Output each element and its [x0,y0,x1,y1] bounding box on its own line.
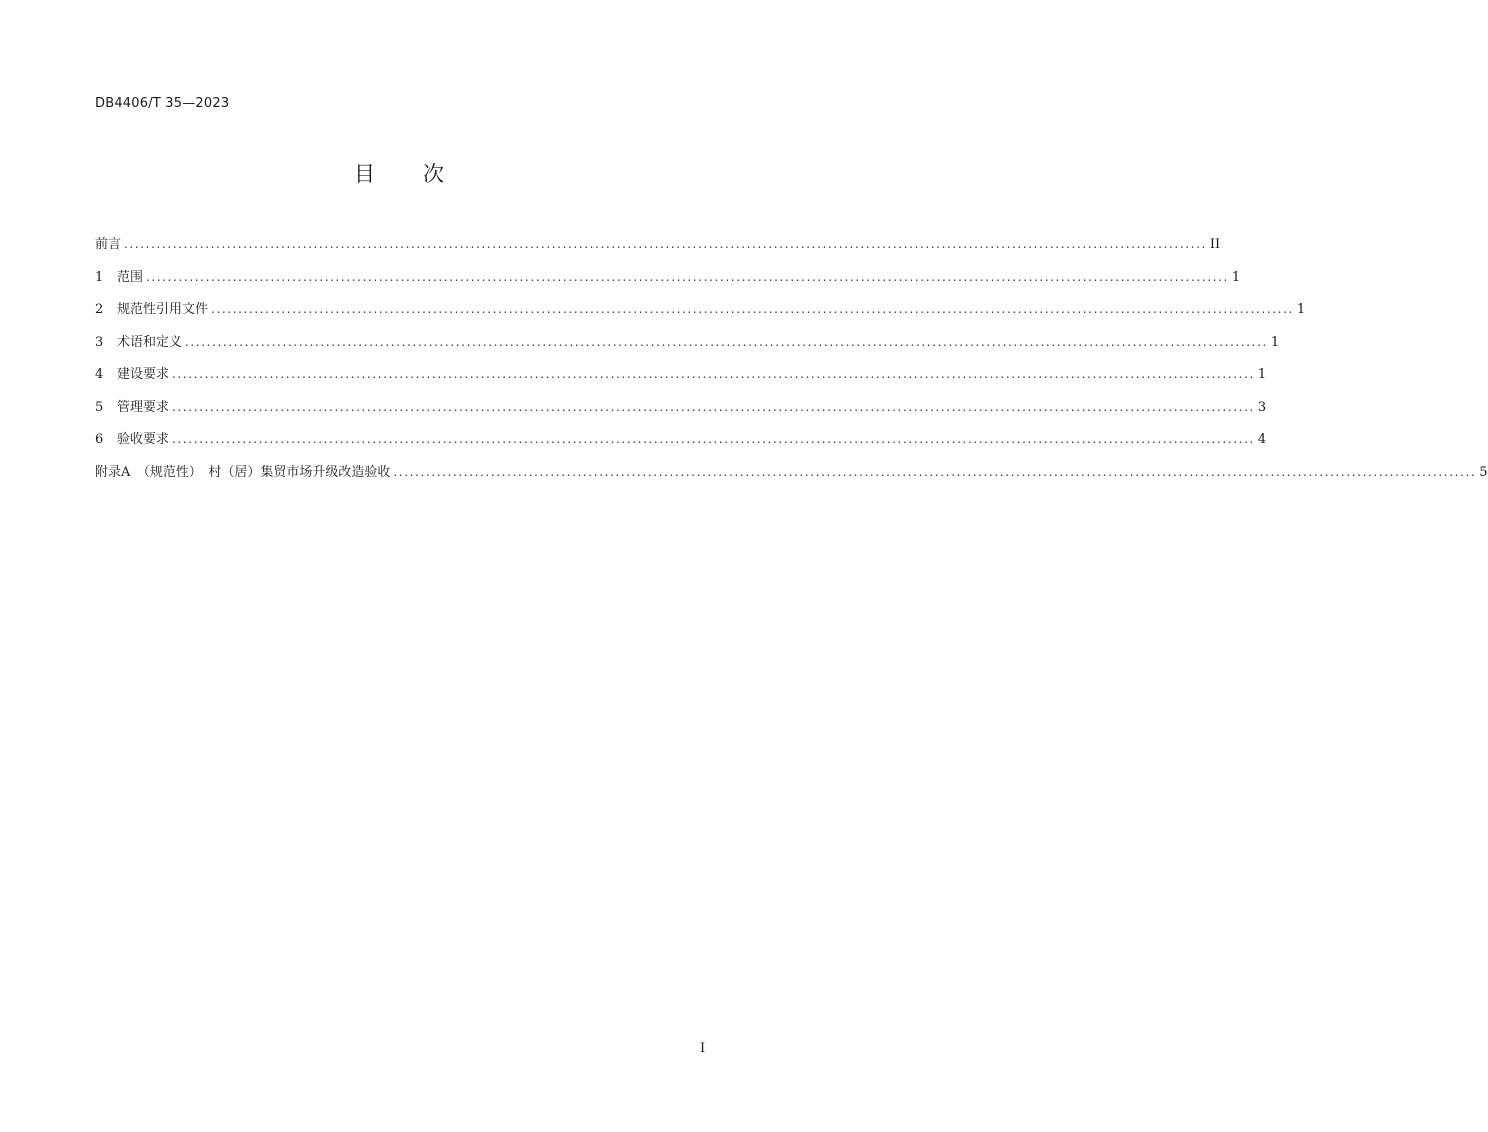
toc-label: 建设要求 [117,367,170,382]
leader-dots: ........................................................................................................................................................................................................ [146,269,1229,284]
table-of-contents [95,233,1488,493]
toc-entry-management-requirements[interactable] [95,396,1267,429]
page-title [0,158,800,188]
leader-dots: ........................................................................................................................................................................................................ [172,432,1255,446]
toc-entry-appendix-a[interactable] [95,461,1488,494]
document-code: DB4406/T 35—2023 [95,96,230,111]
toc-section-number: 2 [95,302,104,317]
toc-label: 规范性引用文件 [117,302,209,317]
leader-dots: ........................................................................................................................................................................................................ [393,464,1477,479]
toc-entry-foreword[interactable] [95,233,1221,266]
leader-dots: ........................................................................................................................................................................................................ [172,367,1255,381]
toc-page-number: 3 [1257,399,1267,415]
toc-entry-normative-references[interactable] [95,298,1306,331]
page-number: I [700,1041,706,1056]
toc-section-number: 5 [95,399,104,415]
toc-entry-scope[interactable] [95,266,1241,299]
toc-page-number: 1 [1296,302,1306,317]
toc-entry-construction-requirements[interactable] [95,363,1267,396]
leader-dots: ........................................................................................................................................................................................................ [211,302,1294,316]
title-text: 目 次 [354,162,446,186]
toc-section-number: 4 [95,367,104,382]
toc-entry-acceptance-requirements[interactable] [95,428,1267,461]
toc-page-number: 5 [1479,464,1488,480]
toc-entry-terms-definitions[interactable] [95,331,1280,364]
leader-dots: ........................................................................................................................................................................................................ [185,334,1268,349]
toc-page-number: 1 [1270,334,1280,350]
toc-section-number: 6 [95,432,104,447]
toc-page-number: 4 [1257,432,1267,447]
toc-label: 范围 [117,269,144,285]
toc-label: 术语和定义 [117,334,183,350]
toc-page-number: II [1209,237,1221,252]
toc-page-number: 1 [1257,367,1267,382]
toc-label: 前言 [95,237,122,252]
leader-dots: ........................................................................................................................................................................................................ [172,399,1255,414]
toc-page-number: 1 [1231,269,1241,285]
toc-section-number: 1 [95,269,104,285]
toc-section-number: 3 [95,334,104,350]
toc-label: 附录A （规范性） 村（居）集贸市场升级改造验收 [95,464,391,480]
toc-label: 验收要求 [117,432,170,447]
leader-dots: ........................................................................................................................................................................................................ [124,237,1207,251]
toc-label: 管理要求 [117,399,170,415]
